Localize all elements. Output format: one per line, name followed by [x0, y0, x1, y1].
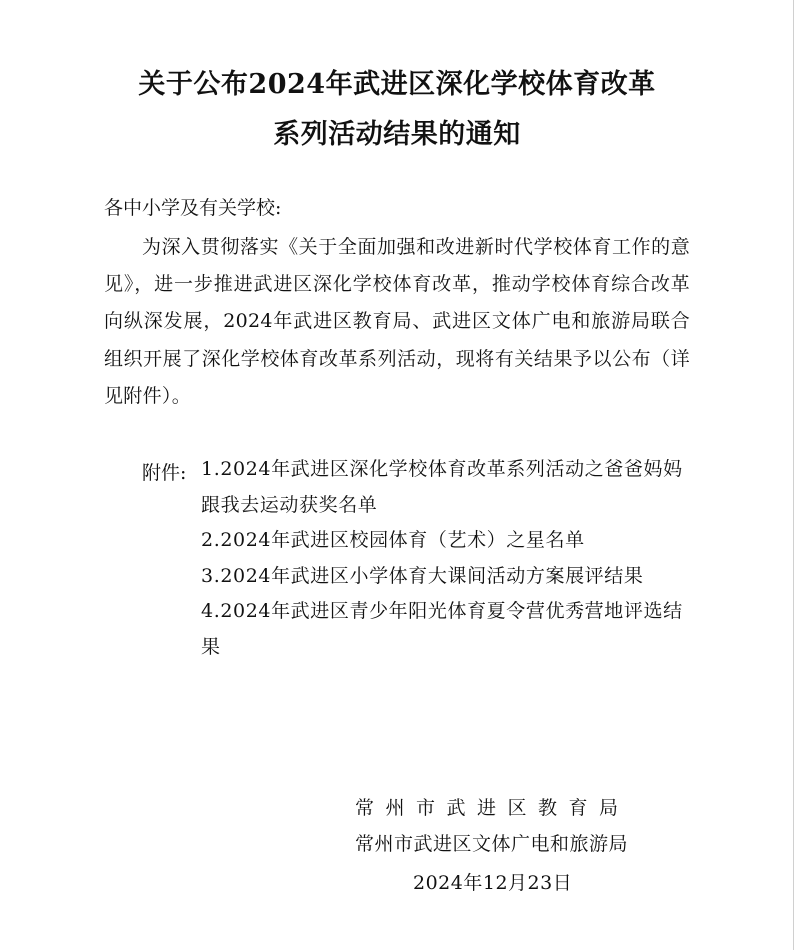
body-paragraph: 为深入贯彻落实《关于全面加强和改进新时代学校体育工作的意见》，进一步推进武进区深化学校体育改革，推动学校体育综合改革向纵深发展，2024年武进区教育局、武进区文体广电和旅游局联合组织开展了深化学校体育改革系列活动，现将有关结果予以公布（详见附件）。: [104, 236, 690, 407]
attachment-item: 3.2024年武进区小学体育大课间活动方案展评结果: [201, 564, 644, 587]
document-title-line-2: 系列活动结果的通知: [273, 119, 521, 150]
attachments-label: 附件:: [142, 462, 187, 484]
attachment-item: 4.2024年武进区青少年阳光体育夏令营优秀营地评选结果: [201, 600, 683, 658]
issue-date: 2024年12月23日: [413, 872, 573, 894]
salutation: 各中小学及有关学校:: [104, 197, 282, 219]
document-title-line-1: 关于公布2024年武进区深化学校体育改革: [138, 69, 656, 100]
signature-issuer-1: 常州市武进区教育局: [355, 797, 630, 819]
attachment-item: 1.2024年武进区深化学校体育改革系列活动之爸爸妈妈跟我去运动获奖名单: [201, 458, 683, 516]
attachments-list: [201, 452, 691, 665]
signature-issuer-2: 常州市武进区文体广电和旅游局: [355, 833, 629, 855]
attachment-item: 2.2024年武进区校园体育（艺术）之星名单: [201, 529, 585, 551]
